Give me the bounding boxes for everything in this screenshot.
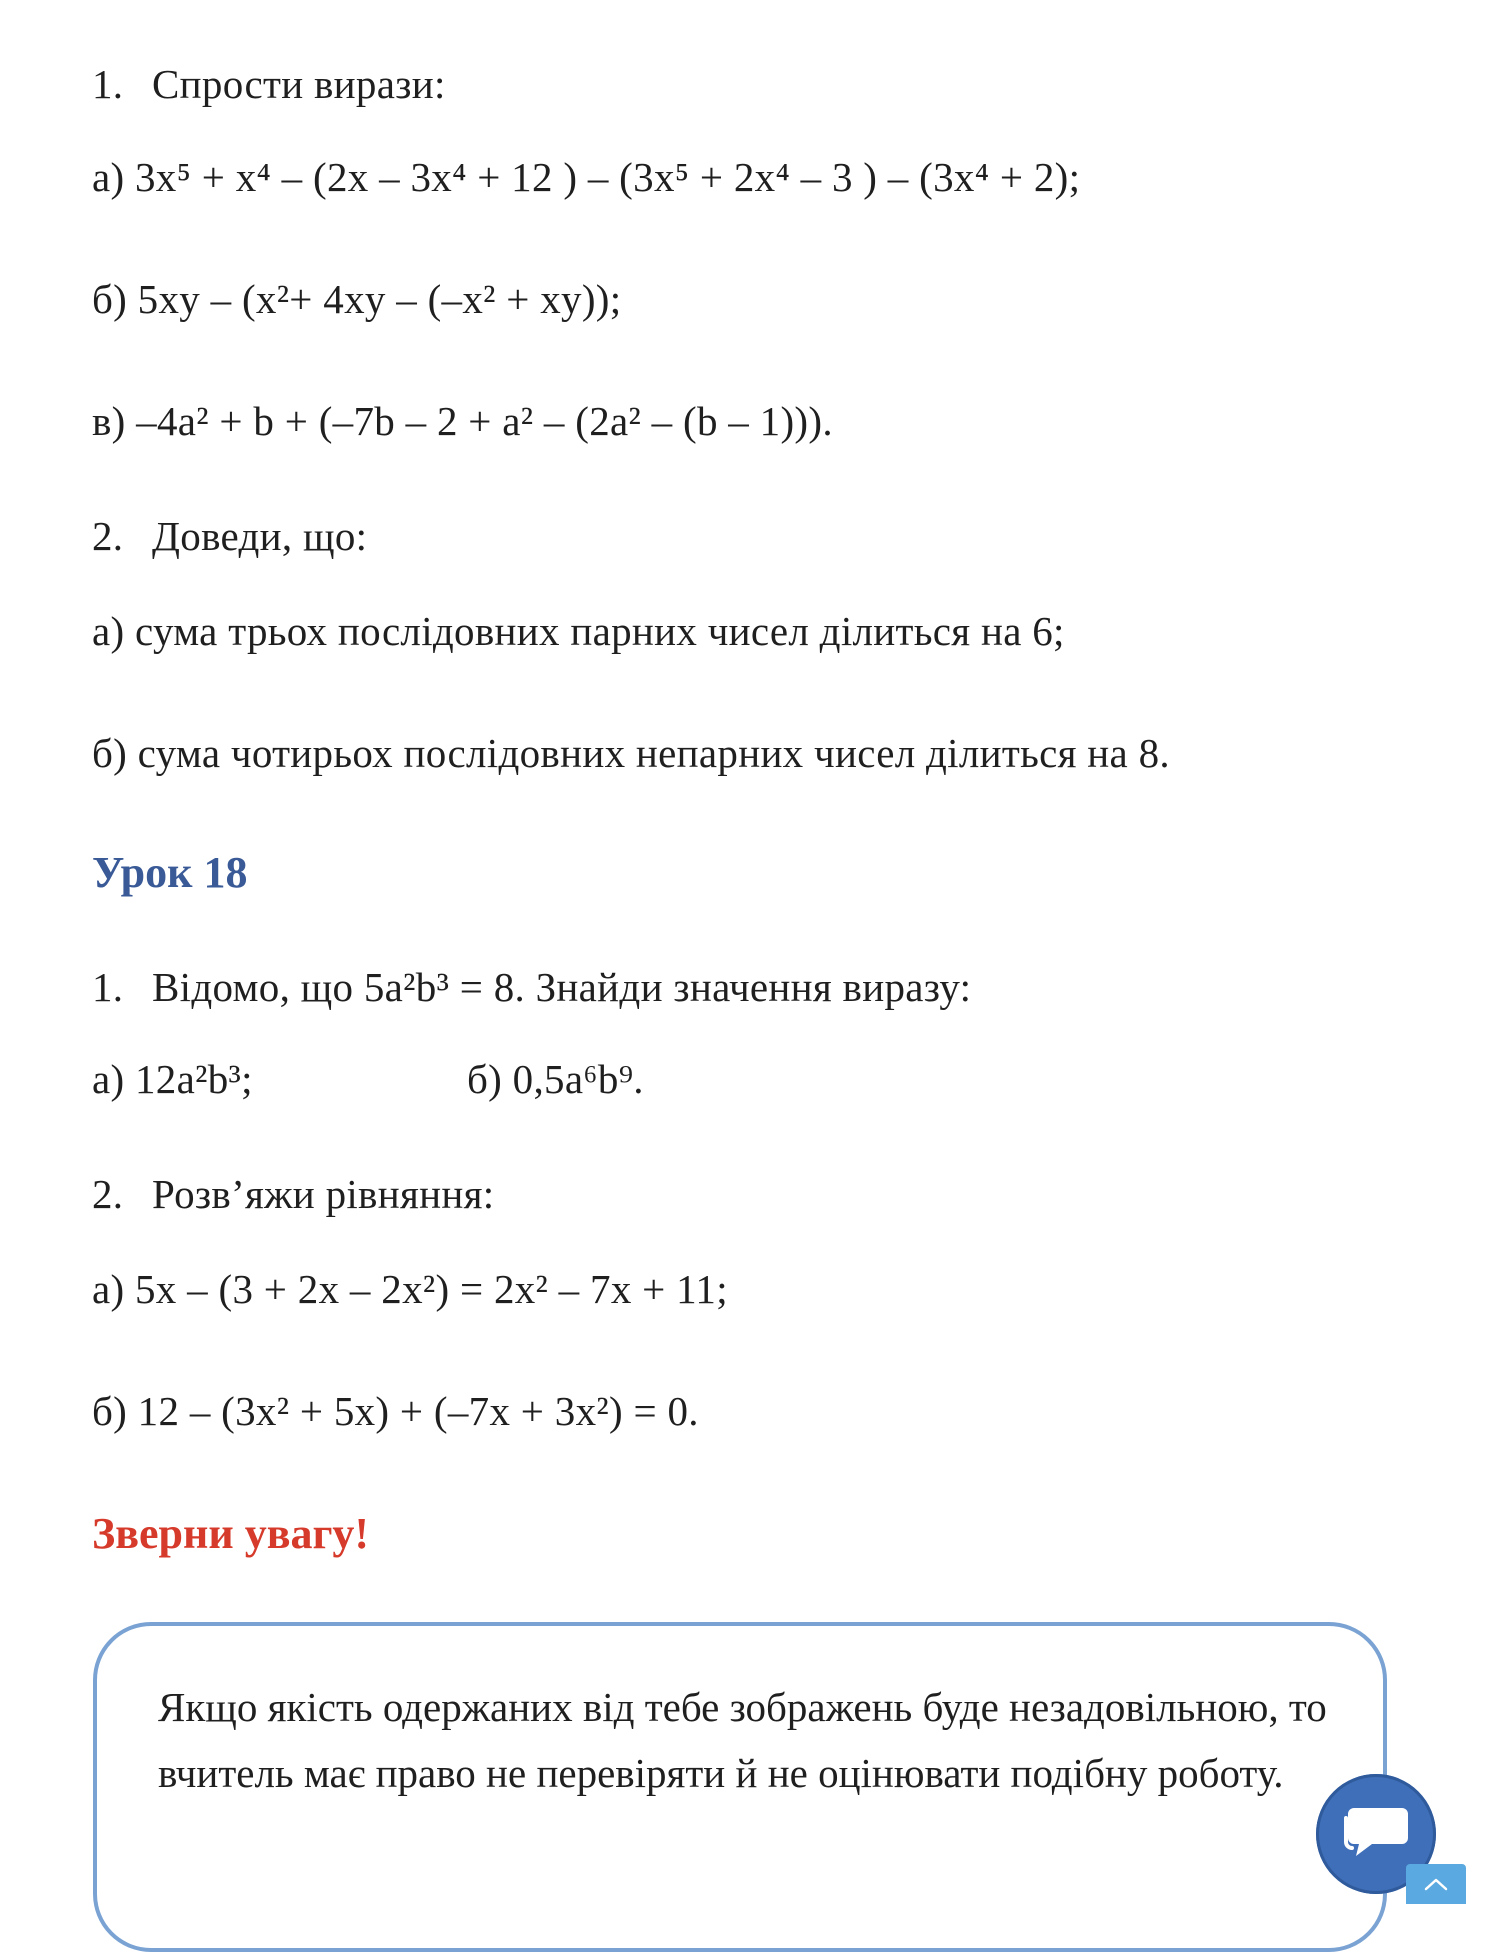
task-text: Розв’яжи рівняння: — [152, 1171, 495, 1217]
note-text: Якщо якість одержаних від тебе зображень буде незадовільною, то вчитель має право не перевіряти й не оцінювати подібну роботу. — [158, 1684, 1327, 1796]
task-number: 2. — [92, 1171, 124, 1217]
task-number: 2. — [92, 513, 124, 559]
lesson18-task-1-a: а) 12a²b³; — [92, 1056, 253, 1102]
task-text: Доведи, що: — [152, 513, 368, 559]
task-text: Спрости вирази: — [152, 61, 446, 107]
lesson18-task-1-b: б) 0,5a⁶b⁹. — [467, 1056, 644, 1102]
task-1-c: в) –4a² + b + (–7b – 2 + a² – (2a² – (b – 1))). — [92, 398, 833, 444]
task-2-title — [92, 512, 367, 561]
lesson18-task-1-options — [92, 1055, 1292, 1104]
task-2-b: б) сума чотирьох послідовних непарних чисел ділиться на 8. — [92, 730, 1170, 776]
task-1-title — [92, 60, 446, 109]
lesson18-task-2-title — [92, 1170, 494, 1219]
task-text: Відомо, що 5a²b³ = 8. Знайди значення виразу: — [152, 964, 972, 1010]
lesson18-task-2-a: а) 5x – (3 + 2x – 2x²) = 2x² – 7x + 11; — [92, 1266, 728, 1312]
task-1-a: а) 3x⁵ + x⁴ – (2x – 3x⁴ + 12 ) – (3x⁵ + 2x⁴ – 3 ) – (3x⁴ + 2); — [92, 154, 1081, 200]
task-1-b: б) 5xy – (x²+ 4xy – (–x² + xy)); — [92, 276, 622, 322]
lesson18-task-1-title — [92, 963, 971, 1012]
lesson-18-heading: Урок 18 — [92, 848, 248, 897]
scroll-top-button[interactable] — [1406, 1864, 1466, 1904]
attention-heading: Зверни увагу! — [92, 1509, 370, 1558]
lesson18-task-2-b: б) 12 – (3x² + 5x) + (–7x + 3x²) = 0. — [92, 1388, 699, 1434]
task-number: 1. — [92, 61, 124, 107]
task-number: 1. — [92, 964, 124, 1010]
task-2-a: а) сума трьох послідовних парних чисел ділиться на 6; — [92, 608, 1065, 654]
